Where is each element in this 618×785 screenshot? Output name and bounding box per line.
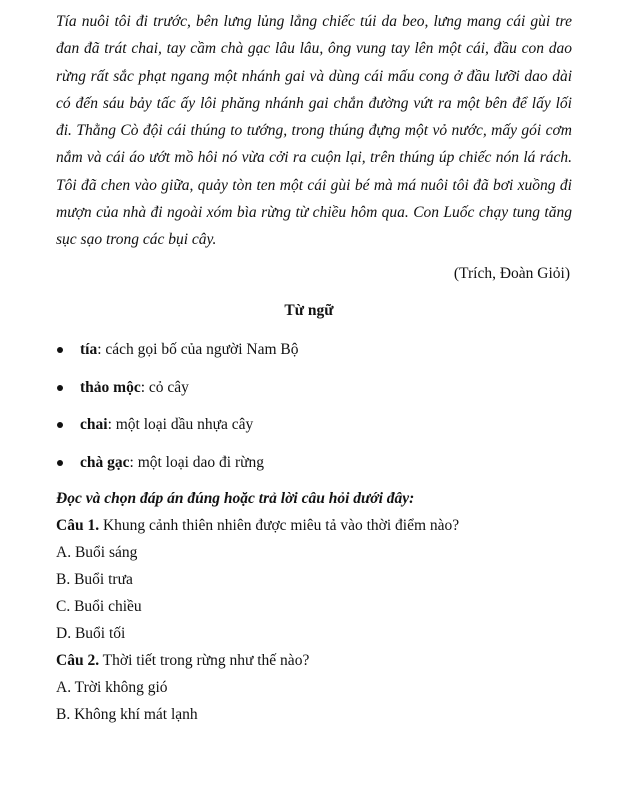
answer-option: A. Buổi sáng [56,544,138,561]
question-text: Thời tiết trong rừng như thế nào? [99,652,310,669]
bullet-icon [57,422,63,428]
vocabulary-term: thảo mộc [80,378,141,396]
vocabulary-item [56,451,298,489]
vocabulary-definition: : một loại dầu nhựa cây [107,416,254,434]
answer-option: B. Buổi trưa [56,571,133,588]
vocabulary-term: chà gạc [80,454,130,472]
vocabulary-definition: : cỏ cây [140,378,189,396]
answer-option: C. Buổi chiều [56,598,142,615]
question-text: Khung cảnh thiên nhiên được miêu tả vào thời điểm nào? [99,517,460,534]
vocabulary-list [56,338,298,489]
answer-option: B. Không khí mát lạnh [56,706,198,723]
answer-option: D. Buổi tối [56,625,126,642]
question-1 [56,514,459,541]
question-2 [56,649,459,676]
question-label: Câu 1. [56,517,100,534]
vocabulary-definition: : cách gọi bố của người Nam Bộ [97,341,299,358]
bullet-icon [57,460,63,466]
vocabulary-item [56,338,298,376]
bullet-icon [57,347,63,353]
vocabulary-term: tía [80,341,98,358]
question-label: Câu 2. [56,652,100,669]
bullet-icon [57,385,63,391]
vocabulary-definition: : một loại dao đi rừng [129,454,265,472]
passage-text: Tía nuôi tôi đi trước, bên lưng lủng lẳng chiếc túi da beo, lưng mang cái gùi tre đan đã trát chai, tay cầm chà gạc lâu lâu, ông vung tay lên một cái, đầu con dao rừng rất sắc phạt ngang một nhánh gai và dùng cái mấu cong ở đầu lưỡi dao dài có đến sáu bảy tấc ấy lôi phăng nhánh gai chắn đường vứt ra một bên để lấy lối đi. Thằng Cò đội cái thúng to tướng, trong thúng đựng một vỏ nước, mấy gói cơm nắm và cái áo ướt mồ hôi nó vừa cởi ra cuộn lại, trên thúng úp chiếc nón lá rách. Tôi đã chen vào giữa, quảy tòn ten một cái gùi bé mà má nuôi tôi đã bơi xuồng đi mượn của nhà đi ngoài xóm bìa rừng từ chiều hôm qua. Con Luốc chạy tung tăng sục sạo trong các bụi cây. [56,13,572,249]
question-list [56,514,459,730]
vocabulary-title: Từ ngữ [284,302,334,319]
vocabulary-item [56,376,298,414]
exercise-instruction: Đọc và chọn đáp án đúng hoặc trả lời câu hỏi dưới đây: [56,490,415,507]
vocabulary-term: chai [80,416,108,434]
vocabulary-item [56,413,298,451]
passage-source: (Trích, Đoàn Giỏi) [453,265,570,282]
answer-option: A. Trời không gió [56,679,168,696]
